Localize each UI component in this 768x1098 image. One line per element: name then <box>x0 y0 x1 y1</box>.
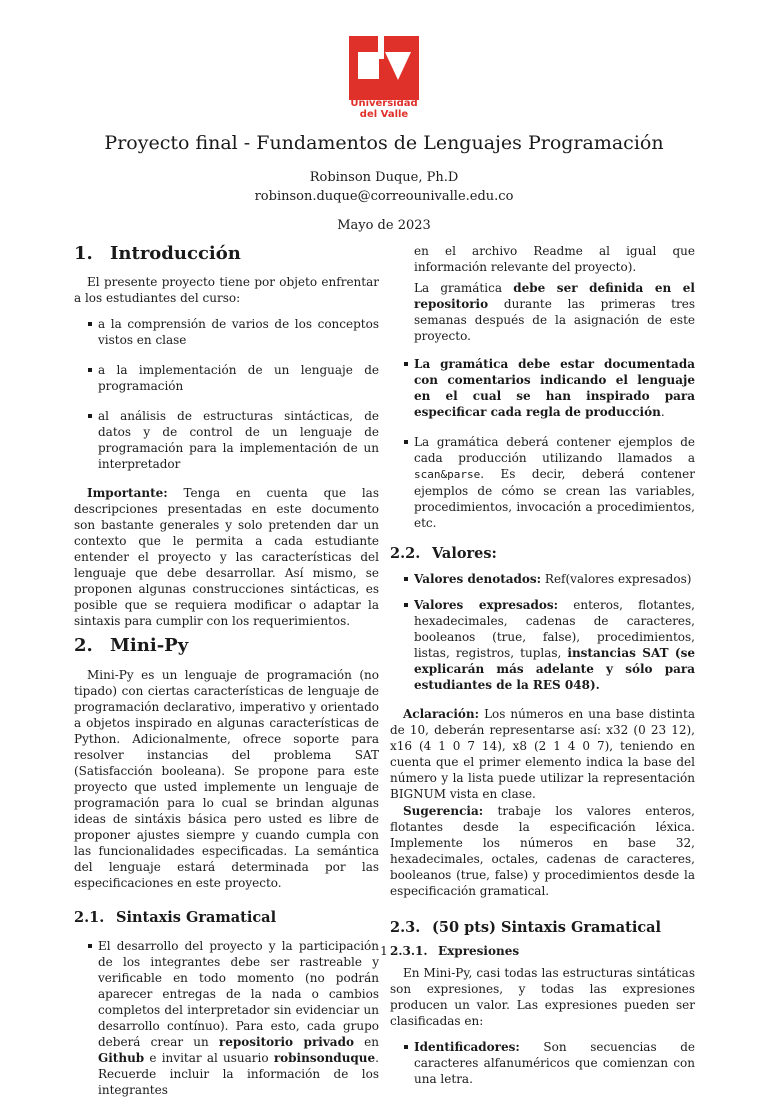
bold-run: Sugerencia: <box>403 804 484 818</box>
section-title: (50 pts) Sintaxis Gramatical <box>432 919 662 936</box>
section-2-1-heading <box>74 909 379 927</box>
document-date: Mayo de 2023 <box>337 218 431 233</box>
expressions-list <box>390 1039 695 1087</box>
list-item <box>74 938 379 1098</box>
logo-line-1: Universidad <box>350 98 418 109</box>
list-item <box>390 434 695 531</box>
bold-run: instancias SAT (se explicarán más adelante y sólo para estudiantes de la RES 048). <box>414 646 695 692</box>
bold-run: Github <box>98 1051 145 1065</box>
grammar-list-continued <box>390 356 695 531</box>
bold-run: Valores denotados: <box>414 572 542 586</box>
values-list <box>390 571 695 693</box>
bold-run: Valores expresados: <box>414 598 559 612</box>
text-run: Los números en una base distinta de 10, deberán representarse así: x32 (0 23 12), x16 (4 1 0 7 14), x8 (2 1 4 0 7), teniendo en cuenta que el primer elemento indica la base del número y la lista puede utilizar la representación BIGNUM vista en clase. <box>390 707 695 801</box>
code-run: scan&parse <box>414 468 481 481</box>
section-number: 2.2. <box>390 545 421 562</box>
text-run: Ref(valores expresados) <box>541 572 692 586</box>
section-title: Valores: <box>432 545 497 562</box>
section-number: 2. <box>74 635 93 656</box>
section-title: Introducción <box>110 243 241 264</box>
text-run: enteros, flotantes, hexadecimales, cadenas de caracteres, booleanos (true, false), procedimientos, listas, registros, tuplas, <box>414 598 695 660</box>
left-column <box>74 243 379 1098</box>
bold-run: Identificadores: <box>414 1040 520 1054</box>
expressions-paragraph: En Mini-Py, casi todas las estructuras sintáticas son expresiones, y todas las expresiones producen un valor. Las expresiones pueden ser clasificadas en: <box>390 966 695 1028</box>
section-title: Sintaxis Gramatical <box>116 909 277 926</box>
logo-wordmark <box>334 98 434 120</box>
list-item <box>390 1039 695 1087</box>
section-1-heading <box>74 243 379 265</box>
author-email: robinson.duque@correounivalle.edu.co <box>254 189 514 204</box>
section-title: Mini-Py <box>110 635 189 656</box>
list-item: a la comprensión de varios de los conceptos vistos en clase <box>74 316 379 348</box>
list-item: a la implementación de un lenguaje de programación <box>74 362 379 394</box>
text-run: El desarrollo del proyecto y la participación de los integrantes debe ser rastreable y verificable en todo momento (no podrán aparecer entregas de la nada o cambios completos del interpretador sin evidenciar un desarrollo contínuo). Para esto, cada grupo deberá crear un <box>98 939 379 1049</box>
objectives-list <box>74 316 379 472</box>
bold-run: debe ser definida en el repositorio <box>414 281 695 311</box>
text-run: durante las primeras tres semanas después de la asignación de este proyecto. <box>414 297 695 343</box>
text-run: e invitar al usuario <box>144 1051 274 1065</box>
important-label: Importante: <box>87 486 168 500</box>
list-item <box>390 571 695 587</box>
bold-run: repositorio privado <box>218 1035 354 1049</box>
intro-paragraph: El presente proyecto tiene por objeto enfrentar a los estudiantes del curso: <box>74 275 379 305</box>
bold-run: Aclaración: <box>403 707 480 721</box>
aclaracion-paragraph <box>390 706 695 802</box>
section-number: 2.3. <box>390 919 421 936</box>
list-item <box>390 356 695 420</box>
list-item <box>390 597 695 693</box>
text-run: La gramática deberá contener ejemplos de cada producción utilizando llamados a <box>414 435 695 465</box>
right-column <box>390 243 695 1087</box>
text-run: . Recuerde incluir la información de los integrantes <box>98 1051 379 1097</box>
important-text: Tenga en cuenta que las descripciones presentadas en este documento son bastante generales y solo pretenden dar un contexto que le permita a cada estudiante entender el proyecto y las características del lenguaje que debe desarrollar. Así mismo, se proponen algunas construcciones sintácticas, es posible que se requiera modificar o adaptar la sintaxis para cumplir con los requerimientos. <box>74 486 379 628</box>
list-item-continuation: en el archivo Readme al igual que información relevante del proyecto). <box>414 244 695 274</box>
section-number: 2.1. <box>74 909 105 926</box>
section-2-2-heading <box>390 545 695 563</box>
text-run: La gramática <box>414 281 514 295</box>
minipy-paragraph: Mini-Py es un lenguaje de programación (no tipado) con ciertas características de lenguaje de programación declarativo, imperativo y orientado a objetos inspirado en algunas características de Python. Adicionalmente, ofrece soporte para resolver instancias del problema SAT (Satisfacción booleana). Se propone para este proyecto que usted implemente un lenguaje de programación para lo cual se brindan algunas ideas de sintáxis básica pero usted es libre de proponer ajustes siempre y cuando cumpla con las funcionalidades especificadas. La semántica del lenguaje estará determinada por las especificaciones en este proyecto. <box>74 668 379 890</box>
grammar-paragraph <box>390 280 695 344</box>
bold-run: La gramática debe estar documentada con comentarios indicando el lenguaje en el cual se han inspirado para especificar cada regla de producción <box>414 357 695 419</box>
list-item: al análisis de estructuras sintácticas, de datos y de control de un lenguaje de programación para la implementación de un interpretador <box>74 408 379 472</box>
section-2-3-heading <box>390 919 695 937</box>
document-title: Proyecto final - Fundamentos de Lenguajes Programación <box>104 132 664 154</box>
sugerencia-paragraph <box>390 803 695 899</box>
page-number: 1 <box>380 944 388 958</box>
text-run: Son secuencias de caracteres alfanuméricos que comienzan con una letra. <box>414 1040 695 1086</box>
section-number: 2.3.1. <box>390 944 428 958</box>
text-run: trabaje los valores enteros, flotantes desde la especificación léxica. Implemente los números en base 32, hexadecimales, octales, cadenas de caracteres, booleanos (true, false) y procedimientos desde la especificación gramatical. <box>390 804 695 898</box>
text-run: . <box>660 405 665 419</box>
text-run: en <box>353 1035 379 1049</box>
author-name: Robinson Duque, Ph.D <box>309 170 459 185</box>
grammar-list <box>74 938 379 1098</box>
section-2-heading <box>74 635 379 657</box>
univalle-logo-icon <box>349 36 419 100</box>
section-title: Expresiones <box>438 944 520 958</box>
important-paragraph <box>74 485 379 629</box>
logo-line-2: del Valle <box>359 109 409 120</box>
section-number: 1. <box>74 243 93 264</box>
bold-run: robinsonduque <box>273 1051 376 1065</box>
text-run: . Es decir, deberá contener ejemplos de cómo se crean las variables, procedimientos, invocación a procedimientos, etc. <box>414 467 695 530</box>
